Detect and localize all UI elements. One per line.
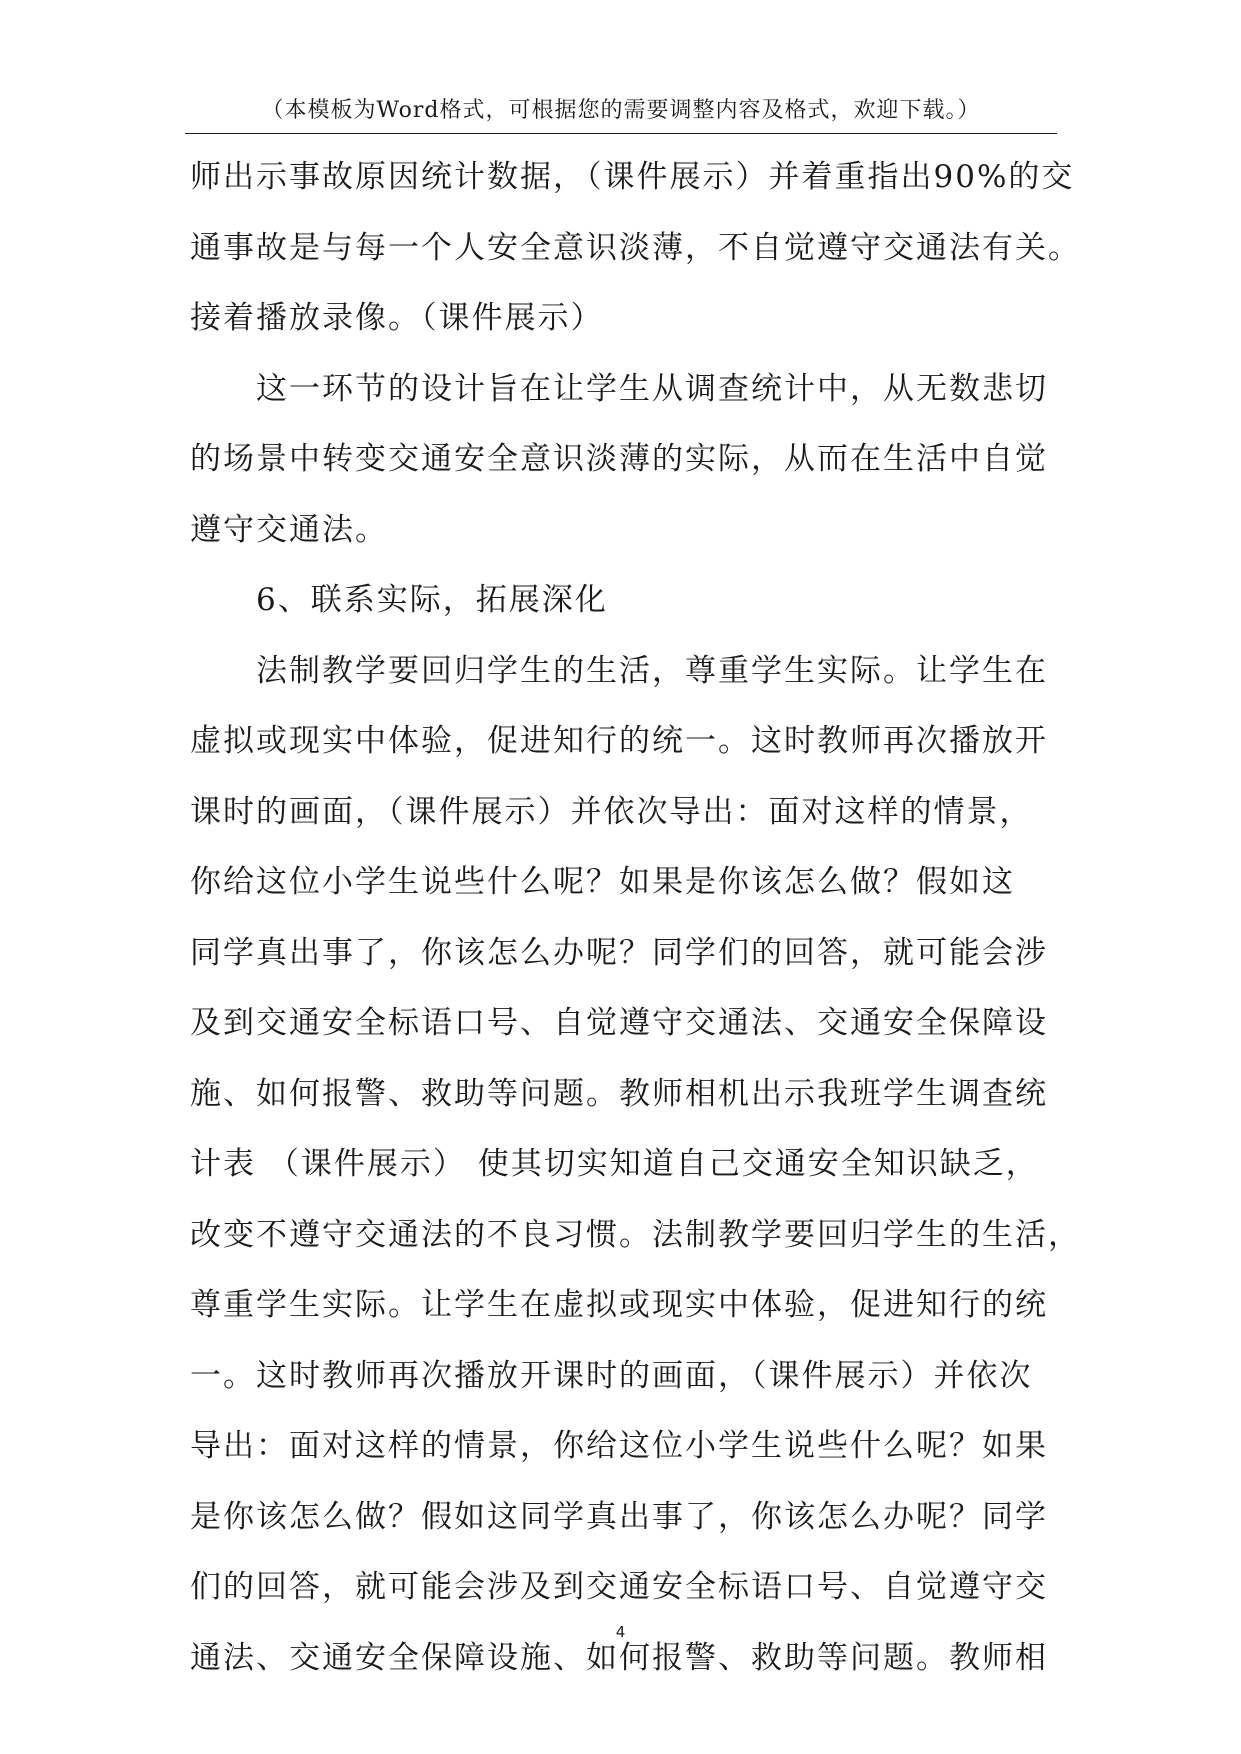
body-line: 同学真出事了，你该怎么办呢？同学们的回答，就可能会涉 <box>190 934 1048 971</box>
section-heading: 6、联系实际，拓展深化 <box>256 582 608 618</box>
body-line: 导出：面对这样的情景，你给这位小学生说些什么呢？如果 <box>190 1428 1048 1464</box>
body-line: 一。这时教师再次播放开课时的画面，（课件展示）并依次 <box>190 1357 1033 1394</box>
paragraph-start-line: 这一环节的设计旨在让学生从调查统计中，从无数悲切 <box>256 370 1048 407</box>
body-line: 遵守交通法。 <box>190 511 388 548</box>
body-text <box>190 142 1090 1693</box>
body-line: 改变不遵守交通法的不良习惯。法制教学要回归学生的生活， <box>190 1216 1081 1253</box>
body-line: 尊重学生实际。让学生在虚拟或现实中体验，促进知行的统 <box>190 1287 1048 1323</box>
body-line: 是你该怎么做？假如这同学真出事了，你该怎么办呢？同学 <box>190 1498 1048 1535</box>
header-divider <box>185 133 1057 134</box>
body-line: 你给这位小学生说些什么呢？如果是你该怎么做？假如这 <box>190 864 1015 900</box>
body-line: 课时的画面，（课件展示）并依次导出：面对这样的情景， <box>190 793 1033 830</box>
body-line: 施、如何报警、救助等问题。教师相机出示我班学生调查统 <box>190 1075 1048 1112</box>
page-number: 4 <box>615 1623 626 1641</box>
body-line: 的场景中转变交通安全意识淡薄的实际，从而在生活中自觉 <box>190 441 1048 477</box>
body-line: 通事故是与每一个人安全意识淡薄，不自觉遵守交通法有关。 <box>190 229 1081 266</box>
paragraph-start-line: 法制教学要回归学生的生活，尊重学生实际。让学生在 <box>256 652 1048 689</box>
body-line: 虚拟或现实中体验，促进知行的统一。这时教师再次播放开 <box>190 723 1048 759</box>
body-line: 们的回答，就可能会涉及到交通安全标语口号、自觉遵守交 <box>190 1569 1048 1605</box>
body-line: 及到交通安全标语口号、自觉遵守交通法、交通安全保障设 <box>190 1005 1048 1041</box>
header-note: （本模板为Word格式，可根据您的需要调整内容及格式，欢迎下载。） <box>261 98 981 123</box>
body-line: 接着播放录像。（课件展示） <box>190 300 604 336</box>
body-line: 计表 （课件展示） 使其切实知道自己交通安全知识缺乏， <box>190 1146 1039 1182</box>
body-line: 师出示事故原因统计数据，（课件展示）并着重指出90%的交 <box>190 159 1075 195</box>
body-line: 通法、交通安全保障设施、如何报警、救助等问题。教师相 <box>190 1639 1048 1676</box>
